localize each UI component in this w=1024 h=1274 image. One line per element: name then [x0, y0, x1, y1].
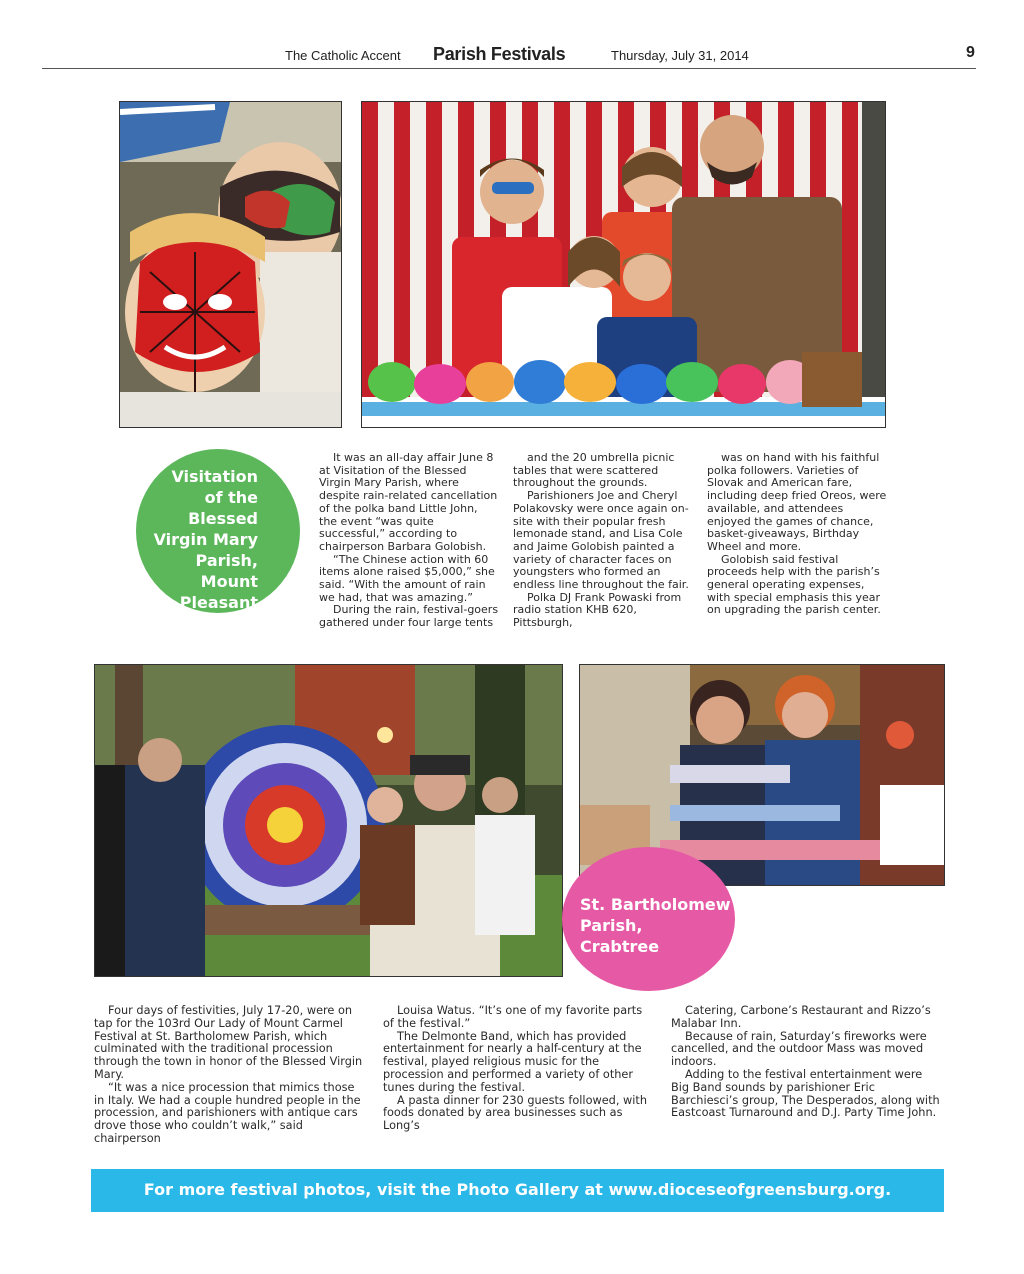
section-title: Parish Festivals	[433, 44, 566, 64]
paragraph: Four days of festivities, July 17-20, were on tap for the 103rd Our Lady of Mount Carmel Festival at St. Bartholomew Parish, which culminated with the traditional procession through the town in honor of the Blessed Virgin Mary.	[94, 1004, 363, 1081]
parish-label-line: of the Blessed	[188, 488, 258, 528]
paragraph: Adding to the festival entertainment were Big Band sounds by parishioner Eric Barchiesci’s group, The Desperados, along with Eastcoast Turnaround and D.J. Party Time John.	[671, 1067, 940, 1120]
page-number: 9	[966, 44, 975, 61]
paragraph: Catering, Carbone’s Restaurant and Rizzo’s Malabar Inn.	[671, 1004, 931, 1030]
parish-label-line: Visitation	[171, 467, 258, 486]
photo-gallery-banner	[91, 1169, 944, 1212]
issue-date: Thursday, July 31, 2014	[611, 48, 749, 63]
story1-column-2	[513, 452, 693, 630]
photo-gallery-link-text[interactable]: For more festival photos, visit the Photo Gallery at www.dioceseofgreensburg.org.	[143, 1180, 892, 1199]
page-header	[0, 44, 1024, 64]
paragraph: Louisa Watus. “It’s one of my favorite parts of the festival.”	[383, 1004, 643, 1030]
story1-column-1	[319, 452, 499, 630]
paragraph: The Delmonte Band, which has provided entertainment for nearly a half-century at the festival, played religious music for the procession and performed a variety of other tunes during the festival.	[383, 1029, 642, 1094]
parish-label-line: Mount	[200, 572, 258, 591]
paragraph: During the rain, festival-goers gathered under four large tents	[319, 603, 499, 630]
paragraph: “It was a nice procession that mimics those in Italy. We had a couple hundred people in the procession, and parishioners with antique cars drove those who couldn’t walk,” said chairperson	[94, 1080, 361, 1145]
parish-label-st-bartholomew	[580, 894, 735, 957]
parish-label-line: St. Bartholomew	[580, 895, 731, 914]
paragraph: Golobish said festival proceeds help with the parish’s general operating expenses, with special emphasis this year on upgrading the parish center.	[707, 552, 881, 617]
paragraph: It was an all-day affair June 8 at Visitation of the Blessed Virgin Mary Parish, where despite rain-related cancellation of the polka band Little John, the event “was quite successful,” according to chairperson Barbara Golobish.	[319, 451, 498, 553]
publication-name: The Catholic Accent	[285, 48, 401, 63]
parish-label-line: Parish,	[580, 916, 643, 935]
parish-label-visitation	[140, 466, 258, 613]
parish-label-line: Pleasant	[179, 593, 258, 612]
photo-wheel-of-chance	[94, 664, 563, 977]
parish-label-line: Virgin Mary	[153, 530, 258, 549]
story1-column-3	[707, 452, 887, 617]
photo-family-stuffed-animal-booth	[361, 101, 886, 428]
paragraph: and the 20 umbrella picnic tables that were scattered throughout the grounds.	[513, 451, 675, 490]
paragraph: Polka DJ Frank Powaski from radio station KHB 620, Pittsburgh,	[513, 590, 682, 630]
header-rule	[42, 68, 976, 69]
paragraph: was on hand with his faithful polka followers. Varieties of Slovak and American fare, including deep fried Oreos, were available, and attendees enjoyed the games of chance, basket-giveaways, Birthday Wheel and more.	[707, 451, 887, 553]
photo-children-face-paint	[119, 101, 342, 428]
paragraph: Parishioners Joe and Cheryl Polakovsky were once again on-site with their popular fresh lemonade stand, and Lisa Cole and Jaime Golobish painted a variety of character faces on youngsters who formed an endless line throughout the fair.	[513, 489, 689, 592]
paragraph: Because of rain, Saturday’s fireworks were cancelled, and the outdoor Mass was moved indoors.	[671, 1029, 927, 1069]
paragraph: “The Chinese action with 60 items alone raised $5,000,” she said. “With the amount of rain we had, that was amazing.”	[319, 552, 495, 604]
story2-column-3	[671, 1005, 943, 1120]
story2-column-1	[94, 1005, 364, 1146]
parish-label-line: Crabtree	[580, 937, 660, 956]
parish-label-line: Parish,	[195, 551, 258, 570]
paragraph: A pasta dinner for 230 guests followed, with foods donated by area businesses such as Long’s	[383, 1093, 647, 1133]
story2-column-2	[383, 1005, 653, 1133]
